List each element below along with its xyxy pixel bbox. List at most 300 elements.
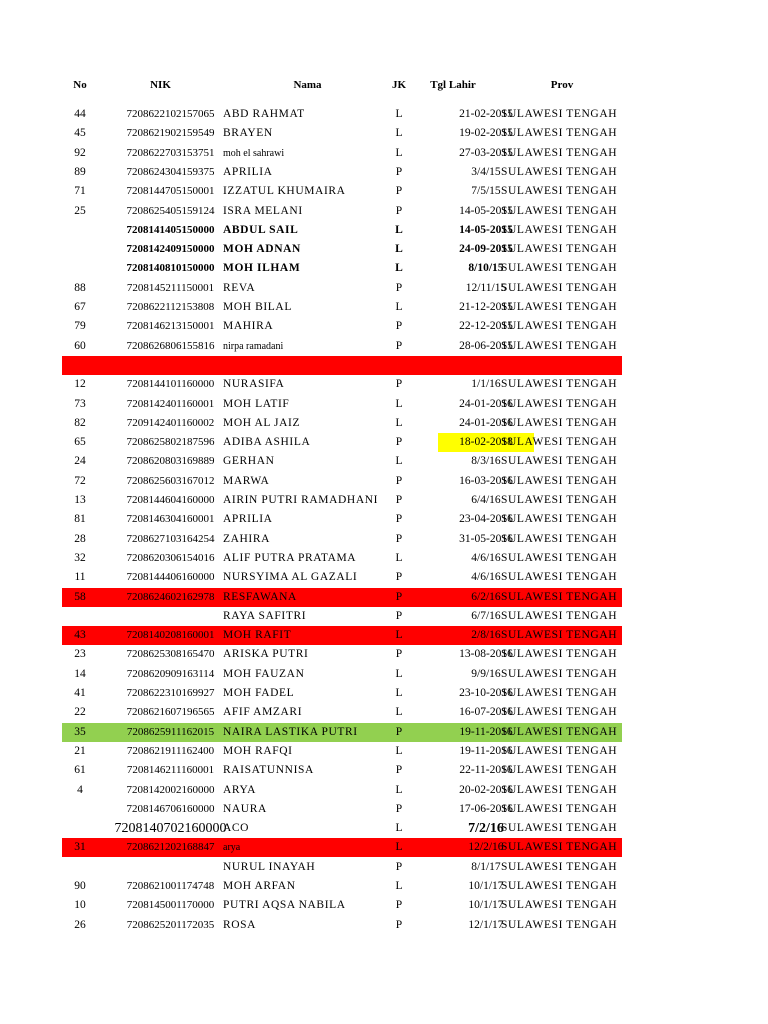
row-nik: 7208625802187596 [126,436,215,449]
row-jk: P [395,899,403,912]
row-no: 58 [74,590,86,603]
row-nama: GERHAN [223,455,275,468]
row-jk: L [395,127,403,140]
row-nik: 7208624304159375 [126,165,215,178]
row-no: 67 [74,301,86,313]
row-jk: P [395,590,403,603]
table-row [62,800,622,819]
row-tgl-lahir: 6/7/16 [471,609,501,622]
row-jk: L [395,667,403,680]
row-no: 90 [74,880,86,892]
row-jk: P [395,281,403,294]
row-tgl-lahir: 8/10/15 [468,262,504,275]
row-no [62,607,98,626]
row-nama [223,356,383,375]
row-no [62,259,98,278]
row-nik: 7208144604160000 [126,494,215,506]
row-prov: SULAWESI TENGAH [501,339,618,352]
row-jk: L [395,841,403,854]
row-nama: MOH RAFIT [223,629,292,642]
table-row [62,858,622,877]
row-nama: MOH LATIF [223,397,290,410]
row-nama: NURASIFA [223,378,285,391]
row-prov: SULAWESI TENGAH [501,590,618,603]
table-row [62,645,622,664]
row-prov: SULAWESI TENGAH [501,783,618,796]
row-no: 21 [74,744,86,757]
row-jk: L [395,455,403,468]
row-prov: SULAWESI TENGAH [501,223,618,236]
row-nik: 7208620909163114 [126,667,215,680]
table-row [62,395,622,414]
row-nama: ALIF PUTRA PRATAMA [223,551,357,564]
row-nama: MOH FADEL [223,687,295,699]
row-prov: SULAWESI TENGAH [501,455,618,468]
row-prov: SULAWESI TENGAH [501,571,618,584]
row-jk: P [395,571,403,584]
row-prov: SULAWESI TENGAH [501,494,618,506]
row-no: 82 [74,416,86,429]
row-no: 31 [74,841,86,854]
row-nama: moh el sahrawi [223,147,285,159]
row-nik: 7208146706160000 [126,802,215,815]
row-nama: PUTRI AQSA NABILA [223,899,346,912]
row-prov: SULAWESI TENGAH [501,880,618,892]
row-tgl-lahir: 27-03-2015 [459,146,513,159]
row-no [62,800,98,819]
table-row [62,298,622,317]
row-prov: SULAWESI TENGAH [501,436,618,449]
row-tgl-lahir: 23-10-2016 [459,687,513,699]
row-nama: NURSYIMA AL GAZALI [223,571,358,584]
row-tgl-lahir: 7/5/15 [471,185,501,198]
row-jk: L [395,629,403,642]
row-nik [108,356,233,375]
row-nama: RESFAWANA [223,590,297,603]
row-prov: SULAWESI TENGAH [501,243,618,256]
row-jk: P [395,918,403,931]
row-tgl-lahir: 4/6/16 [471,551,501,564]
row-prov: SULAWESI TENGAH [501,532,618,545]
row-tgl-lahir: 13-08-2016 [459,648,513,661]
row-nik [108,607,233,626]
row-prov: SULAWESI TENGAH [501,667,618,680]
row-nik: 7208144406160000 [126,571,215,584]
row-nama: REVA [223,281,256,294]
row-prov: SULAWESI TENGAH [501,146,618,159]
row-nik: 7208621902159549 [126,127,215,140]
row-tgl-lahir: 10/1/17 [468,899,504,912]
row-no: 60 [74,339,86,352]
row-jk: P [395,436,403,449]
row-nik: 7208621911162400 [126,744,215,757]
row-nik: 7208146213150001 [126,320,215,333]
table-row [62,144,622,163]
header-jk: JK [391,79,407,91]
row-no [62,858,98,877]
row-nik: 7208625603167012 [126,474,215,487]
row-nik: 7208620803169889 [126,455,215,468]
row-no: 28 [74,532,86,545]
row-nama: ARYA [223,783,257,796]
row-jk: L [395,416,403,429]
row-tgl-lahir: 6/4/16 [471,494,501,506]
row-nama: IZZATUL KHUMAIRA [223,185,346,198]
row-jk: P [395,725,403,738]
table-row [62,491,622,510]
row-nama: AIRIN PUTRI RAMADHANI [223,494,379,506]
row-jk: P [395,609,403,622]
row-nik: 7208621607196565 [126,706,215,719]
row-jk: P [395,378,403,391]
row-prov: SULAWESI TENGAH [501,648,618,661]
row-nama: ROSA [223,918,257,931]
row-nama: MOH ADNAN [223,243,301,256]
row-no: 92 [74,146,86,159]
row-jk [382,356,416,375]
row-nik: 7208625308165470 [126,648,215,661]
row-prov: SULAWESI TENGAH [501,416,618,429]
row-jk: P [395,494,403,506]
row-no: 41 [74,687,86,699]
table-row [62,723,622,742]
row-prov: SULAWESI TENGAH [501,899,618,912]
table-row [62,626,622,645]
row-nik: 7208145211150001 [126,281,215,294]
row-nama: NURUL INAYAH [223,860,316,873]
table-row [62,781,622,800]
table-row [62,452,622,471]
row-nik: 7208622102157065 [126,108,215,120]
row-no: 10 [74,899,86,912]
row-tgl-lahir: 16-03-2016 [459,474,513,487]
row-tgl-lahir: 20-02-2016 [459,783,513,796]
row-prov: SULAWESI TENGAH [501,629,618,642]
row-prov: SULAWESI TENGAH [501,687,618,699]
table-row [62,259,622,278]
row-no: 26 [74,918,86,931]
row-jk: L [395,301,403,313]
row-prov: SULAWESI TENGAH [501,609,618,622]
table-row [62,568,622,587]
row-jk: L [395,262,403,275]
row-tgl-lahir: 9/9/16 [471,667,501,680]
row-no [62,819,98,838]
table-row [62,472,622,491]
row-prov: SULAWESI TENGAH [501,551,618,564]
row-jk: L [395,397,403,410]
row-jk: P [395,532,403,545]
table-row [62,240,622,259]
row-nik: 7208144101160000 [126,378,215,391]
table-row [62,549,622,568]
row-tgl-lahir: 12/1/17 [468,918,504,931]
row-nama: ACO [223,822,250,835]
row-prov: SULAWESI TENGAH [501,841,618,854]
table-row [62,916,622,935]
table-row [62,202,622,221]
row-no: 61 [74,764,86,777]
row-tgl-lahir: 8/3/16 [471,455,501,468]
table-row [62,124,622,143]
row-tgl-lahir: 22-11-2016 [459,764,513,777]
row-prov: SULAWESI TENGAH [501,204,618,217]
row-jk: P [395,648,403,661]
row-tgl-lahir: 24-01-2016 [459,397,513,410]
row-nik: 7208627103164254 [126,532,215,545]
row-tgl-lahir: 24-01-2016 [459,416,513,429]
row-tgl-lahir: 2/8/16 [471,629,501,642]
row-no: 35 [74,725,86,738]
table-row [62,838,622,857]
table-row [62,607,622,626]
row-tgl-lahir: 4/6/16 [471,571,501,584]
row-no: 11 [74,571,86,584]
row-no: 65 [74,436,86,449]
row-nik: 7209142401160002 [126,416,215,429]
table-row [62,530,622,549]
table-row [62,665,622,684]
row-jk: P [395,165,403,178]
row-no: 73 [74,397,86,410]
row-jk: P [395,764,403,777]
row-nik: 7208625911162015 [126,725,215,738]
table-row [62,703,622,722]
row-prov: SULAWESI TENGAH [501,860,618,873]
row-jk: L [395,551,403,564]
table-row [62,761,622,780]
table-row [62,819,622,838]
row-prov: SULAWESI TENGAH [501,127,618,140]
row-tgl-lahir: 7/2/16 [468,821,504,837]
row-jk: P [395,860,403,873]
row-tgl-lahir: 12/2/16 [468,841,504,854]
row-nik: 7208146304160001 [126,513,215,526]
table-row [62,317,622,336]
row-nama: MOH AL JAIZ [223,416,301,429]
row-nama: MOH FAUZAN [223,667,305,680]
row-no: 4 [77,783,83,796]
row-prov: SULAWESI TENGAH [501,165,618,178]
row-prov: SULAWESI TENGAH [501,378,618,391]
row-no [62,240,98,259]
row-nama: RAISATUNNISA [223,764,314,777]
row-nik: 7208621202168847 [126,841,215,854]
row-nama: ABD RAHMAT [223,108,305,120]
row-nik: 7208140208160001 [126,629,215,642]
table-row [62,414,622,433]
row-nik: 7208620306154016 [126,551,215,564]
row-jk: L [395,706,403,719]
row-no: 14 [74,667,86,680]
row-nama: RAYA SAFITRI [223,609,307,622]
row-nik: 7208624602162978 [126,590,215,603]
row-tgl-lahir: 8/1/17 [471,860,501,873]
table-row [62,182,622,201]
row-tgl-lahir: 1/1/16 [471,378,501,391]
row-nik: 7208142002160000 [126,783,215,796]
row-nama: ZAHIRA [223,532,271,545]
row-no: 25 [74,204,86,217]
row-nik: 7208140702160000 [114,821,227,837]
row-tgl-lahir: 12/11/15 [465,281,507,294]
row-nama: arya [223,842,241,854]
row-prov: SULAWESI TENGAH [501,822,618,835]
table-row [62,279,622,298]
row-tgl-lahir: 14-05-2015 [459,204,513,217]
row-nik: 7208141405150000 [126,223,215,236]
row-tgl-lahir: 23-04-2016 [459,513,513,526]
table-row [62,684,622,703]
row-prov: SULAWESI TENGAH [501,706,618,719]
table-row [62,221,622,240]
row-nik: 7208146211160001 [126,764,215,777]
row-nik [108,858,233,877]
table-row [62,588,622,607]
row-tgl-lahir: 21-12-2015 [459,301,513,313]
row-nama: NAIRA LASTIKA PUTRI [223,725,358,738]
row-nama: BRAYEN [223,127,273,140]
header-prov: Prov [550,79,574,91]
row-no: 12 [74,378,86,391]
row-prov: SULAWESI TENGAH [501,513,618,526]
table-row [62,163,622,182]
row-no: 13 [74,494,86,506]
row-nama: nirpa ramadani [223,340,284,352]
table-row [62,337,622,356]
row-nik: 7208622112153808 [126,301,215,313]
row-prov: SULAWESI TENGAH [501,185,618,198]
row-nama: MAHIRA [223,320,274,333]
row-jk: L [395,687,403,699]
header-nama: Nama [293,79,322,91]
row-jk: P [395,339,403,352]
row-jk: L [395,108,403,120]
row-jk: L [395,146,403,159]
row-jk: L [395,744,403,757]
row-no: 23 [74,648,86,661]
row-nik: 7208621001174748 [126,880,215,892]
row-no: 71 [74,185,86,198]
row-nik: 7208140810150000 [126,262,215,275]
row-nik: 7208625201172035 [126,918,215,931]
row-tgl-lahir: 14-05-2015 [459,223,513,236]
row-prov: SULAWESI TENGAH [501,918,618,931]
row-no: 24 [74,455,86,468]
row-tgl-lahir: 18-02-2018 [438,433,534,452]
row-tgl-lahir: 3/4/15 [471,165,501,178]
row-prov: SULAWESI TENGAH [501,764,618,777]
row-prov [501,356,625,375]
row-no [62,221,98,240]
row-nama: ABDUL SAIL [223,223,299,236]
table-row [62,105,622,124]
row-nama: MOH ILHAM [223,262,301,275]
row-jk: L [395,243,403,256]
row-jk: L [395,880,403,892]
row-nama: MOH RAFQI [223,744,293,757]
row-tgl-lahir: 19-11-2016 [459,725,513,738]
row-jk: L [395,223,403,236]
row-nama: APRILIA [223,165,273,178]
row-jk: P [395,204,403,217]
row-nama: ISRA MELANI [223,204,303,217]
row-no: 79 [74,320,86,333]
row-no: 45 [74,127,86,140]
row-no: 89 [74,165,86,178]
row-prov: SULAWESI TENGAH [501,262,618,275]
row-nama: MARWA [223,474,270,487]
row-nama: MOH BILAL [223,301,292,313]
row-prov: SULAWESI TENGAH [501,397,618,410]
row-no [62,356,98,375]
row-tgl-lahir: 6/2/16 [471,590,501,603]
row-no: 32 [74,551,86,564]
row-prov: SULAWESI TENGAH [501,108,618,120]
row-prov: SULAWESI TENGAH [501,320,618,333]
row-nik: 7208626806155816 [126,339,215,352]
row-no: 72 [74,474,86,487]
table-row [62,433,622,452]
row-jk: P [395,513,403,526]
row-nama: MOH ARFAN [223,880,296,892]
row-prov: SULAWESI TENGAH [501,281,618,294]
header-nik: NIK [150,79,171,91]
row-tgl-lahir: 16-07-2016 [459,706,513,719]
row-prov: SULAWESI TENGAH [501,802,618,815]
header-tgl-lahir: Tgl Lahir [430,79,476,91]
row-no: 44 [74,108,86,120]
table-row [62,510,622,529]
header-no: No [73,79,87,91]
row-tgl-lahir: 22-12-2015 [459,320,513,333]
row-nama: NAURA [223,802,267,815]
row-nama: APRILIA [223,513,273,526]
row-tgl-lahir: 10/1/17 [468,880,504,892]
row-nik: 7208622310169927 [126,687,215,699]
row-jk: P [395,185,403,198]
row-nik: 7208625405159124 [126,204,215,217]
row-nik: 7208142409150000 [126,243,215,256]
table-row [62,896,622,915]
row-tgl-lahir: 17-06-2016 [459,802,513,815]
row-prov: SULAWESI TENGAH [501,474,618,487]
row-tgl-lahir: 31-05-2016 [459,532,513,545]
row-nik: 7208145001170000 [126,899,215,912]
row-prov: SULAWESI TENGAH [501,725,618,738]
row-tgl-lahir: 19-02-2015 [459,127,513,140]
row-tgl-lahir: 21-02-2015 [459,108,513,120]
row-nik: 7208622703153751 [126,146,215,159]
table-row [62,375,622,394]
row-prov: SULAWESI TENGAH [501,744,618,757]
row-nik: 7208144705150001 [126,185,215,198]
row-tgl-lahir: 19-11-2016 [459,744,513,757]
row-prov: SULAWESI TENGAH [501,301,618,313]
row-jk: P [395,802,403,815]
row-no: 43 [74,629,86,642]
row-no: 88 [74,281,86,294]
row-jk: L [395,783,403,796]
row-tgl-lahir: 28-06-2015 [459,339,513,352]
row-no: 81 [74,513,86,526]
row-tgl-lahir: 24-09-2015 [459,243,513,256]
row-jk: L [395,822,403,835]
row-jk: P [395,320,403,333]
row-nama: AFIF AMZARI [223,706,303,719]
row-no: 22 [74,706,86,719]
row-nik: 7208142401160001 [126,397,215,410]
